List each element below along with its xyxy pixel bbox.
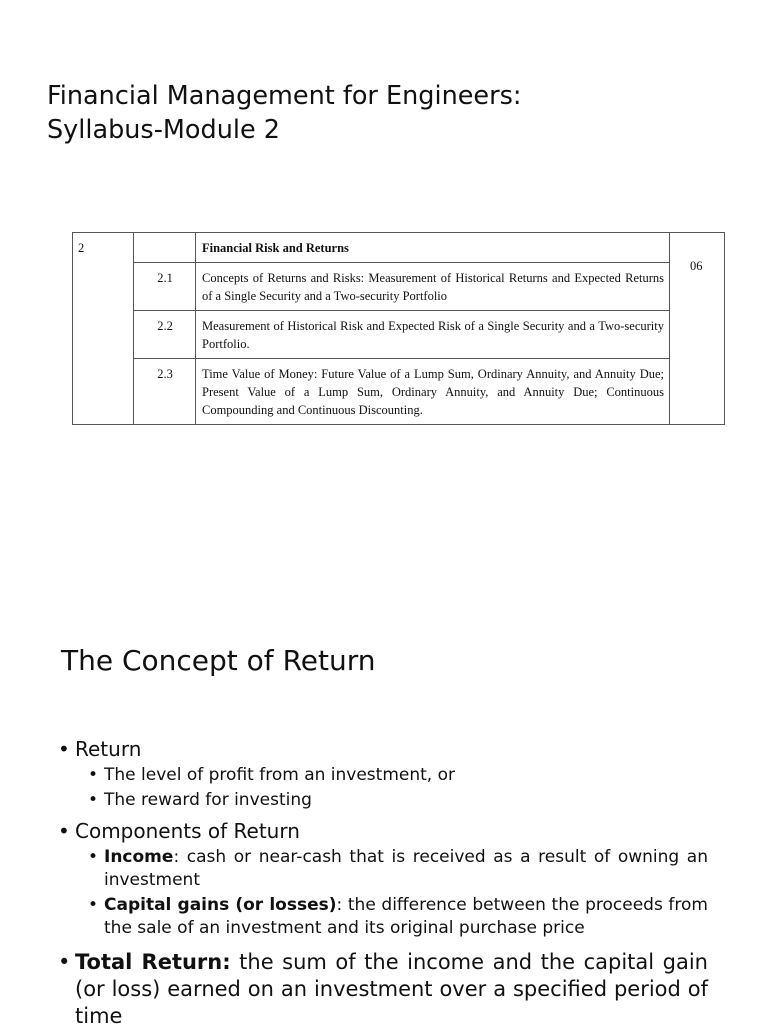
topic-text: Measurement of Historical Risk and Expected Risk of a Single Security and a Two-security Portfolio.	[196, 311, 670, 359]
topic-text: Time Value of Money: Future Value of a Lump Sum, Ordinary Annuity, and Annuity Due; Present Value of a Lump Sum, Ordinary Annuity, and Annuity Due; Continuous Compounding and Continuous Discounting.	[196, 359, 670, 425]
list-item: • The level of profit from an investment, or	[0, 764, 768, 787]
topic-number: 2.2	[134, 311, 196, 359]
module-number: 2	[73, 233, 134, 425]
syllabus-table	[72, 232, 725, 425]
total-return-definition: the sum of the income and the capital gain (or loss) earned on an investment over a specified period of time	[75, 950, 708, 1028]
income-term: Income	[104, 847, 174, 867]
income-definition: : cash or near-cash that is received as a result of owning an investment	[104, 847, 708, 890]
title-line-1: Financial Management for Engineers:	[47, 81, 522, 111]
bullet-capital-gains	[0, 894, 768, 940]
module-title: Financial Risk and Returns	[196, 233, 670, 263]
module-hours: 06	[670, 233, 725, 425]
slide1-title	[47, 79, 521, 147]
table-row	[73, 263, 725, 311]
bullet-income	[0, 846, 768, 892]
topic-number: 2.1	[134, 263, 196, 311]
bullet-total-return	[0, 949, 768, 1030]
list-item: • The reward for investing	[0, 789, 768, 812]
bullet-return: • Return	[0, 737, 768, 762]
bullet-components: • Components of Return	[0, 819, 768, 844]
table-row	[73, 359, 725, 425]
table-row	[73, 311, 725, 359]
capital-gains-definition: : the difference between the proceeds from the sale of an investment and its original purchase price	[104, 895, 708, 938]
title-line-2: Syllabus-Module 2	[47, 115, 280, 145]
topic-text: Concepts of Returns and Risks: Measurement of Historical Returns and Expected Returns of a Single Security and a Two-security Portfolio	[196, 263, 670, 311]
empty-cell	[134, 233, 196, 263]
table-row	[73, 233, 725, 263]
total-return-term: Total Return:	[75, 950, 231, 974]
slide2-title: The Concept of Return	[61, 644, 376, 677]
bullet-list	[0, 730, 768, 1030]
capital-gains-term: Capital gains (or losses)	[104, 895, 337, 915]
topic-number: 2.3	[134, 359, 196, 425]
